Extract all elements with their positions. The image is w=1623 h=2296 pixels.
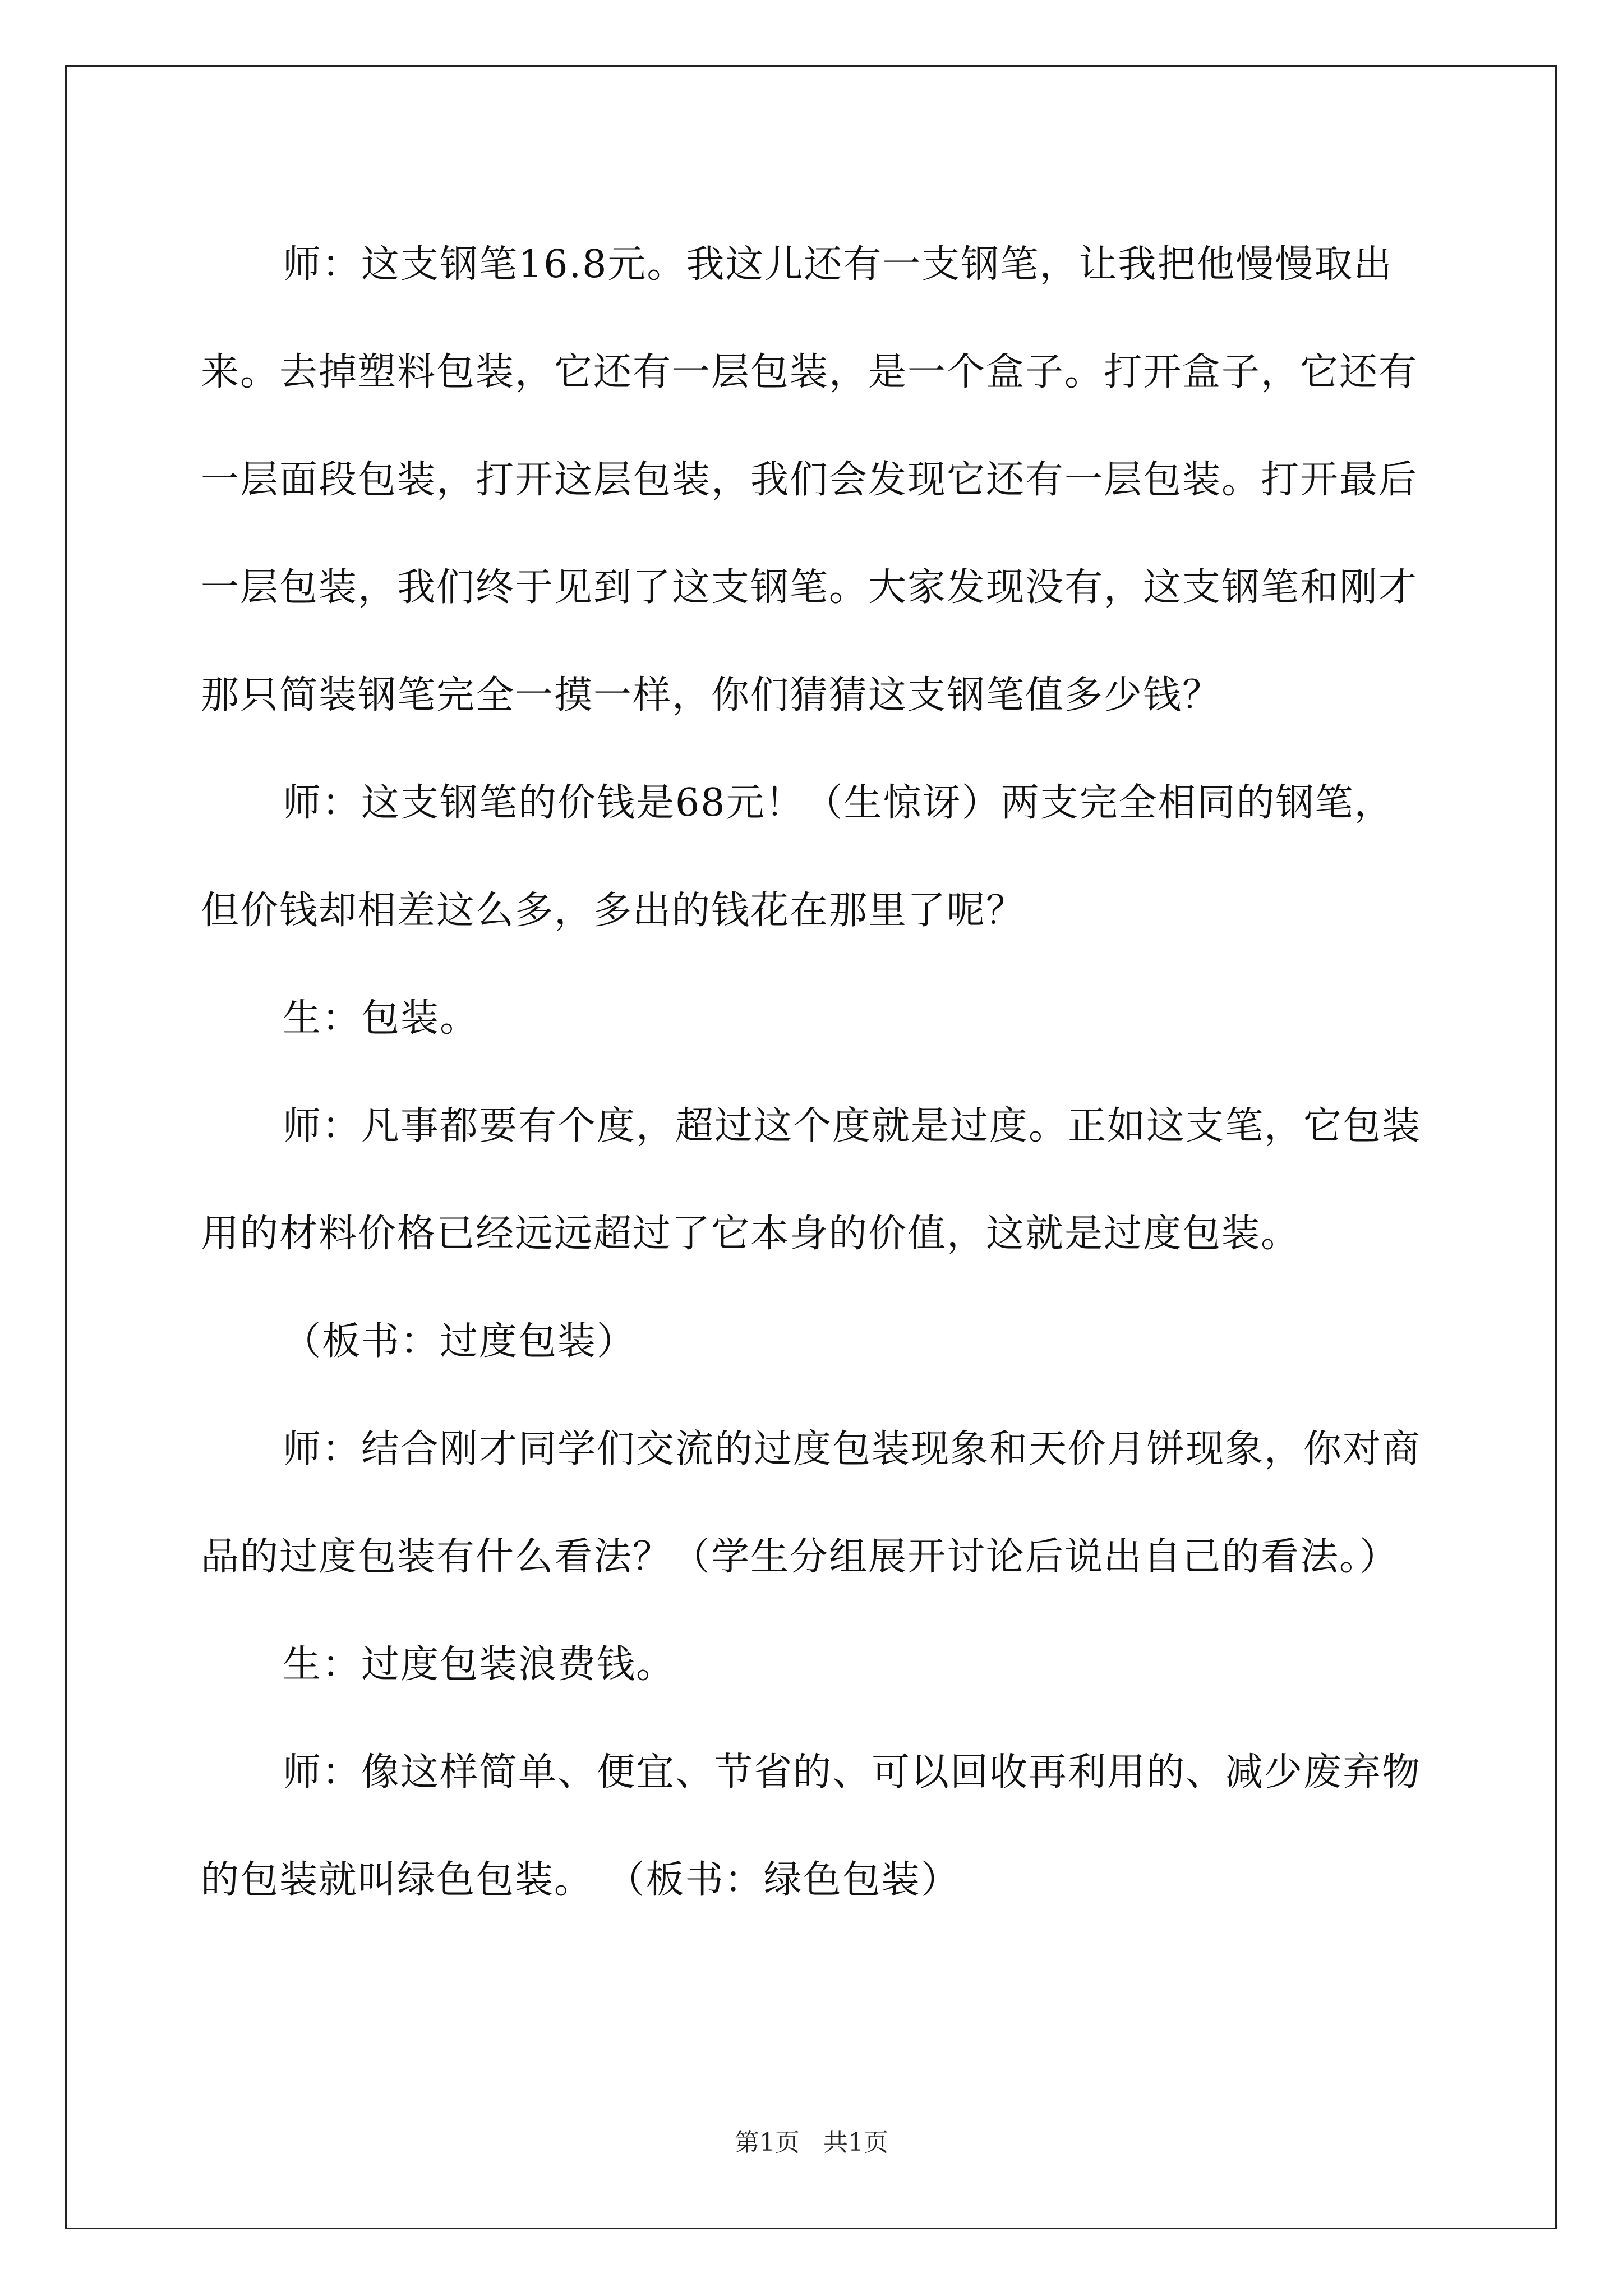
paragraph: 师：凡事都要有个度，超过这个度就是过度。正如这支笔，它包装用的材料价格已经远远超过了它本身的价值，这就是过度包装。 bbox=[201, 1104, 1422, 1256]
document-body bbox=[201, 211, 1423, 1934]
paragraph: 生：包装。 bbox=[283, 996, 479, 1041]
page-footer bbox=[0, 2126, 1623, 2160]
paragraph: （板书：过度包装） bbox=[283, 1319, 637, 1364]
paragraph: 师：这支钢笔16.8元。我这儿还有一支钢笔，让我把他慢慢取出来。去掉塑料包装，它还有一层包装，是一个盒子。打开盒子，它还有一层面段包装，打开这层包装，我们会发现它还有一层包装。打开最后一层包装，我们终于见到了这支钢笔。大家发现没有，这支钢笔和刚才那只简装钢笔完全一摸一样，你们猜猜这支钢笔值多少钱？ bbox=[201, 242, 1418, 717]
paragraph: 师：结合刚才同学们交流的过度包装现象和天价月饼现象，你对商品的过度包装有什么看法？（学生分组展开讨论后说出自己的看法。） bbox=[201, 1427, 1422, 1579]
page-total: 共1页 bbox=[823, 2128, 888, 2157]
paragraph: 师：像这样简单、便宜、节省的、可以回收再利用的、减少废弃物的包装就叫绿色包装。 （板书：绿色包装） bbox=[201, 1750, 1422, 1902]
page-number: 第1页 bbox=[735, 2128, 800, 2157]
paragraph: 生：过度包装浪费钱。 bbox=[283, 1642, 676, 1687]
paragraph: 师：这支钢笔的价钱是68元！（生惊讶）两支完全相同的钢笔，但价钱却相差这么多，多出的钱花在那里了呢？ bbox=[201, 781, 1394, 933]
